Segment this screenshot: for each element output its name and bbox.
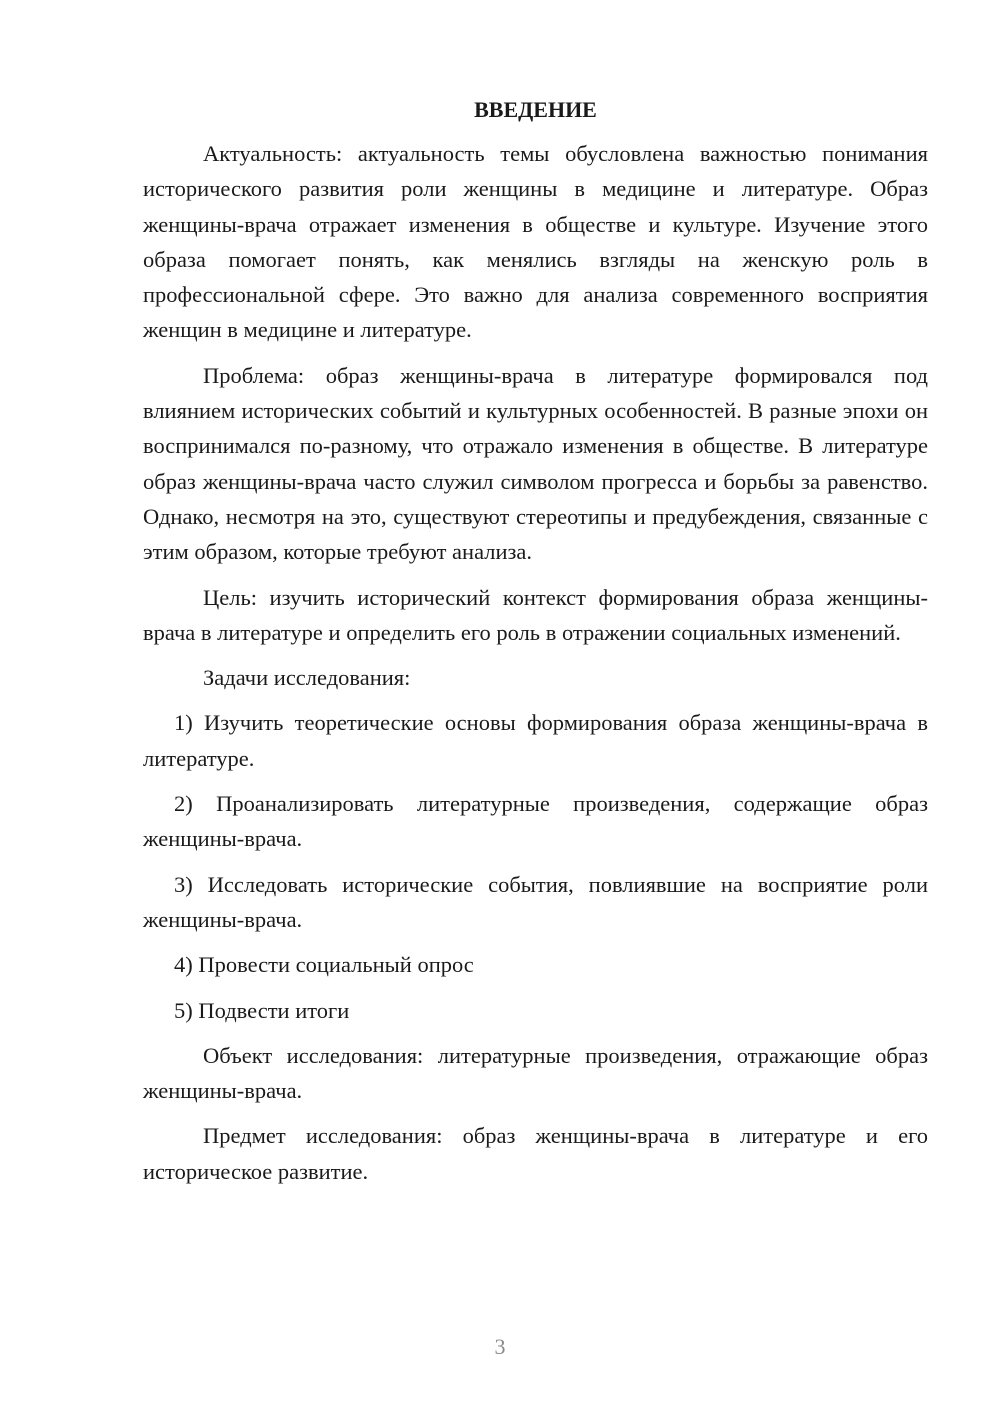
section-title: ВВЕДЕНИЕ [474,97,597,122]
paragraph-subject: Предмет исследования: образ женщины-врача в литературе и его историческое развитие. [143,1123,928,1184]
page-content [143,95,928,1189]
page-number: 3 [494,1334,506,1359]
task-item-2: 2) Проанализировать литературные произведения, содержащие образ женщины-врача. [143,791,928,852]
task-item-4: 4) Провести социальный опрос [174,952,474,978]
paragraph-relevance: Актуальность: актуальность темы обусловлена важностью понимания исторического развития роли женщины в медицине и литературе. Образ женщины-врача отражает изменения в обществе и культуре. Изучение этого образа помогает понять, как менялись взгляды на женскую роль в профессиональной сфере. Это важно для анализа современного восприятия женщин в медицине и литературе. [143,141,928,343]
paragraph-goal: Цель: изучить исторический контекст формирования образа женщины-врача в литературе и определить его роль в отражении социальных изменений. [143,584,928,645]
paragraph-problem: Проблема: образ женщины-врача в литературе формировался под влиянием исторических событий и культурных особенностей. В разные эпохи он воспринимался по-разному, что отражало изменения в обществе. В литературе образ женщины-врача часто служил символом прогресса и борьбы за равенство. Однако, несмотря на это, существуют стереотипы и предубеждения, связанные с этим образом, которые требуют анализа. [143,362,928,565]
task-item-5: 5) Подвести итоги [174,997,350,1023]
task-item-1: 1) Изучить теоретические основы формирования образа женщины-врача в литературе. [143,710,928,771]
paragraph-object: Объект исследования: литературные произведения, отражающие образ женщины-врача. [143,1042,928,1104]
paragraph-tasks-heading: Задачи исследования: [203,665,411,691]
task-item-3: 3) Исследовать исторические события, повлиявшие на восприятие роли женщины-врача. [143,871,928,932]
